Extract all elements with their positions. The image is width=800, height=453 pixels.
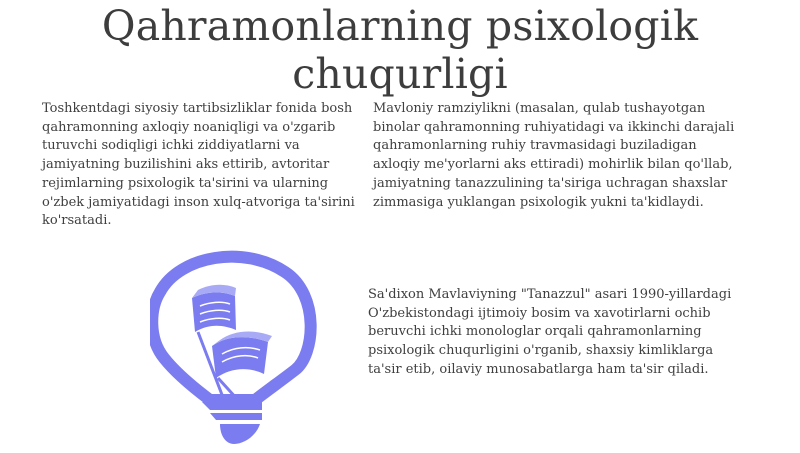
paragraph-political-context: Toshkentdagi siyosiy tartibsizliklar fonida bosh qahramonning axloqiy noaniqligi va o'zgarib turuvchi sodiqligi ichki ziddiyatlarni va jamiyatning buzilishini aks ettirib, avtoritar rejimlarning psixologik ta'sirini va ularning o'zbek jamiyatidagi inson xulq-atvoriga ta'sirini ko'rsatadi.: [42, 101, 355, 229]
lightbulb-book-icon: [150, 250, 320, 449]
paragraph-symbolism: Mavloniy ramziylikni (masalan, qulab tushayotgan binolar qahramonning ruhiyatidagi va ikkinchi darajali qahramonlarning ruhiy travmasidagi buziladigan axloqiy me'yorlarni aks ettiradi) mohirlik bilan qo'llab, jamiyatning tanazzulining ta'siriga uchragan shaxslar zimmasiga yuklangan psixologik yukni ta'kidlaydi.: [373, 101, 735, 210]
paragraph-work-summary: Sa'dixon Mavlaviyning "Tanazzul" asari 1990-yillardagi O'zbekistondagi ijtimoiy bosim va xavotirlarni ochib beruvchi ichki monologlar orqali qahramonlarning psixologik chuqurligini o'rganib, shaxsiy kimliklarga ta'sir etib, oilaviy munosabatlarga ham ta'sir qiladi.: [368, 287, 732, 377]
slide-title: Qahramonlarning psixologik chuqurligi: [101, 2, 699, 98]
